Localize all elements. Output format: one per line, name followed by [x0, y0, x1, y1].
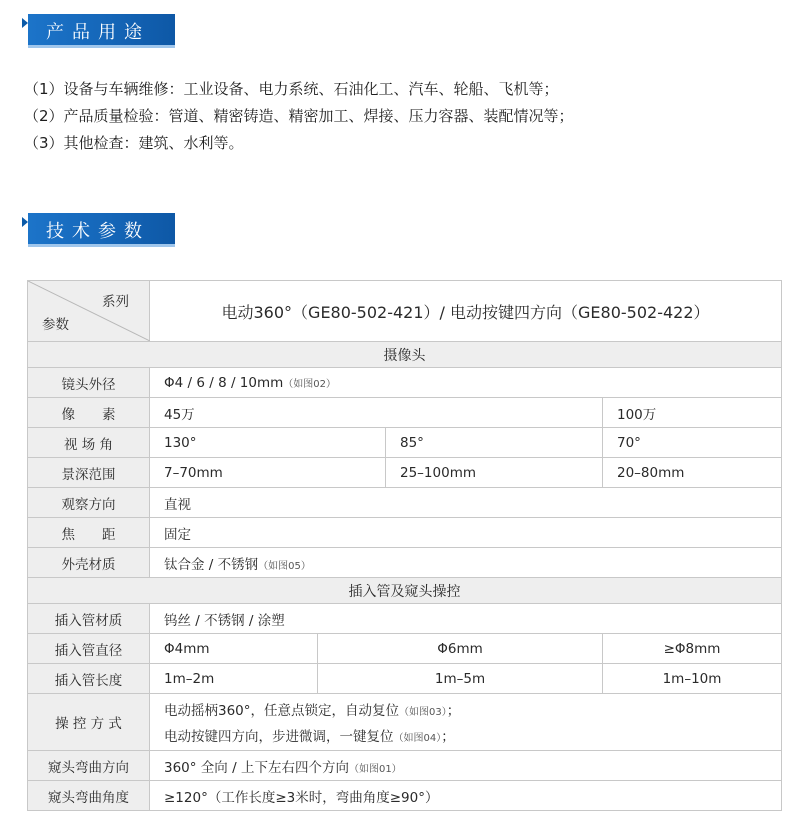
table-row: [28, 604, 782, 634]
row-label-tube-material: 插入管材质: [28, 604, 150, 634]
table-row: [28, 458, 782, 488]
cell-control: [150, 694, 782, 751]
corner-cell: [28, 281, 150, 342]
table-row-header: [28, 281, 782, 342]
table-row: [28, 368, 782, 398]
table-row: [28, 751, 782, 781]
value-text: 电动摇柄360°，任意点锁定，自动复位: [164, 703, 400, 719]
row-label-lens-od: 镜头外径: [28, 368, 150, 398]
cell-tube-len-3: 1m–10m: [603, 664, 782, 694]
corner-label-series: 系列: [102, 294, 129, 310]
table-row: [28, 781, 782, 811]
value-text: 钛合金 / 不锈钢: [164, 556, 259, 573]
cell-pixels-2: 100万: [603, 398, 782, 428]
table-row-band: [28, 578, 782, 604]
row-label-control: 操 控 方 式: [28, 694, 150, 751]
cell-tube-dia-2: Φ6mm: [318, 634, 603, 664]
usage-list: [24, 76, 574, 157]
control-line-2: [164, 725, 781, 745]
row-label-bend-dir: 窥头弯曲方向: [28, 751, 150, 781]
section-header-specs: [22, 213, 175, 247]
cell-tube-len-1: 1m–2m: [150, 664, 318, 694]
cell-fov-2: 85°: [386, 428, 603, 458]
cell-bend-angle: ≥120°（工作长度≥3米时，弯曲角度≥90°）: [150, 781, 782, 811]
figure-note: （如图01）: [348, 763, 402, 775]
usage-item-2: （2）产品质量检验：管道、精密铸造、精密加工、焊接、压力容器、装配情况等；: [24, 107, 574, 125]
value-text: 360° 全向 / 上下左右四个方向: [164, 759, 349, 776]
cell-dof-1: 7–70mm: [150, 458, 386, 488]
section-title-specs: 技术参数: [46, 221, 150, 242]
cell-tube-dia-3: ≥Φ8mm: [603, 634, 782, 664]
cell-focus: 固定: [150, 518, 782, 548]
band-camera: 摄像头: [28, 342, 782, 368]
row-label-focus: 焦 距: [28, 518, 150, 548]
cell-tube-len-2: 1m–5m: [318, 664, 603, 694]
table-row: [28, 488, 782, 518]
row-label-bend-angle: 窥头弯曲角度: [28, 781, 150, 811]
cell-lens-od: [150, 368, 782, 398]
cell-view-dir: 直视: [150, 488, 782, 518]
usage-item-1: （1）设备与车辆维修：工业设备、电力系统、石油化工、汽车、轮船、飞机等；: [24, 80, 559, 98]
cell-housing: [150, 548, 782, 578]
table-row: [28, 398, 782, 428]
cell-fov-1: 130°: [150, 428, 386, 458]
row-label-tube-diameter: 插入管直径: [28, 634, 150, 664]
figure-note: （如图05）: [258, 560, 311, 572]
corner-label-params: 参数: [42, 317, 69, 333]
cell-fov-3: 70°: [603, 428, 782, 458]
table-row: [28, 548, 782, 578]
table-row: [28, 428, 782, 458]
row-label-dof: 景深范围: [28, 458, 150, 488]
cell-tube-dia-1: Φ4mm: [150, 634, 318, 664]
cell-dof-3: 20–80mm: [603, 458, 782, 488]
line-end: ；: [441, 729, 455, 745]
cell-pixels-1: 45万: [150, 398, 603, 428]
value-text: 电动按键四方向，步进微调，一键复位: [164, 729, 394, 745]
usage-item-3: （3）其他检查：建筑、水利等。: [24, 134, 244, 152]
figure-note: （如图04）: [393, 733, 442, 744]
figure-note: （如图02）: [283, 378, 336, 390]
section-header-usage: [22, 14, 175, 48]
table-row: [28, 518, 782, 548]
row-label-tube-length: 插入管长度: [28, 664, 150, 694]
table-row-band: [28, 342, 782, 368]
table-row: [28, 694, 782, 751]
model-title: 电动360°（GE80-502-421）/ 电动按键四方向（GE80-502-422）: [150, 281, 782, 342]
table-row: [28, 664, 782, 694]
row-label-fov: 视 场 角: [28, 428, 150, 458]
row-label-housing: 外壳材质: [28, 548, 150, 578]
control-line-1: [164, 699, 781, 719]
cell-tube-material: 钨丝 / 不锈钢 / 涂塑: [150, 604, 782, 634]
line-end: ；: [446, 703, 461, 719]
row-label-view-dir: 观察方向: [28, 488, 150, 518]
figure-note: （如图03）: [399, 707, 447, 718]
section-title-usage: 产品用途: [46, 22, 150, 43]
spec-table: [27, 280, 782, 811]
value-text: Φ4 / 6 / 8 / 10mm: [164, 374, 284, 391]
band-probe: 插入管及窥头操控: [28, 578, 782, 604]
table-row: [28, 634, 782, 664]
row-label-pixels: 像 素: [28, 398, 150, 428]
cell-dof-2: 25–100mm: [386, 458, 603, 488]
cell-bend-dir: [150, 751, 782, 781]
